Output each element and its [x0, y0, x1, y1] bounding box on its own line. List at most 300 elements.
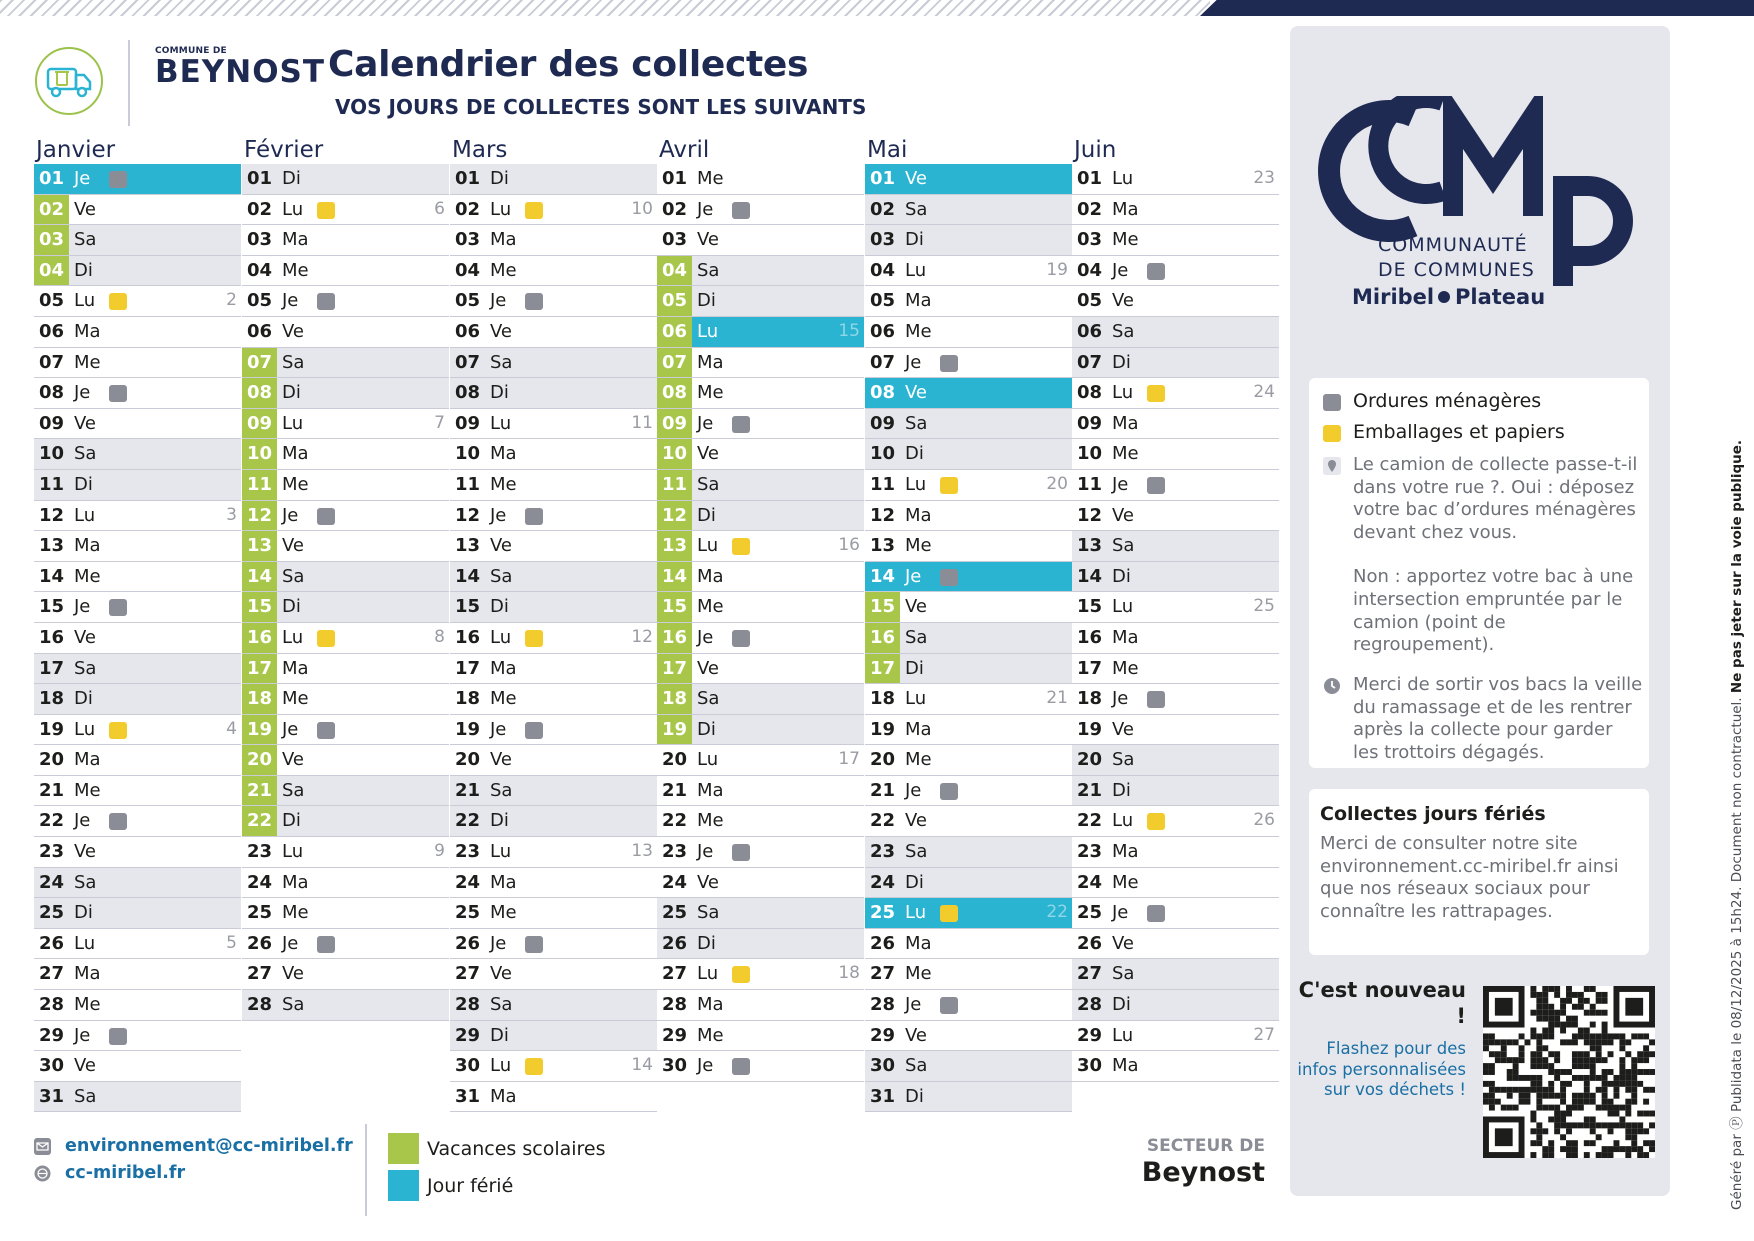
day-number: 01	[869, 168, 896, 189]
day-name: Sa	[697, 473, 720, 495]
day-name: Me	[905, 749, 932, 771]
day-name: Je	[490, 504, 507, 526]
day-name: Je	[905, 351, 922, 373]
top-stripe-decoration	[0, 0, 1210, 16]
day-number: 11	[454, 473, 481, 495]
day-name: Je	[490, 932, 507, 954]
packaging-bin-icon	[317, 630, 335, 647]
day-row	[865, 837, 1072, 868]
key-vacation	[388, 1133, 606, 1164]
day-number: 05	[246, 290, 273, 312]
day-name: Ve	[697, 229, 719, 251]
day-number: 09	[242, 409, 277, 439]
day-number: 02	[661, 198, 688, 220]
week-number: 8	[434, 626, 445, 647]
day-row	[34, 470, 241, 501]
day-number: 25	[454, 902, 481, 924]
day-number: 04	[454, 259, 481, 281]
day-name: Ve	[697, 657, 719, 679]
day-name: Ma	[490, 657, 517, 679]
day-number: 17	[865, 654, 900, 684]
day-name: Sa	[697, 259, 720, 281]
logo-line3b: Plateau	[1455, 285, 1546, 309]
holiday-swatch	[388, 1170, 419, 1201]
day-row	[657, 562, 864, 593]
day-number: 16	[1076, 626, 1103, 648]
day-row	[1072, 806, 1279, 837]
day-name: Je	[74, 596, 91, 618]
day-number: 12	[454, 504, 481, 526]
note-timing	[1323, 674, 1643, 764]
date-text: le 08/12/2025 à 15h24. Document non contractuel.	[1729, 697, 1745, 1045]
day-row	[450, 439, 657, 470]
day-row	[657, 348, 864, 379]
day-name: Me	[1112, 229, 1139, 251]
week-number: 16	[838, 535, 860, 556]
day-name: Sa	[905, 841, 928, 863]
day-number: 25	[38, 902, 65, 924]
day-row	[450, 745, 657, 776]
day-row	[450, 286, 657, 317]
day-number: 07	[869, 351, 896, 373]
day-row	[34, 1082, 241, 1113]
mail-icon	[34, 1138, 51, 1155]
day-name: Ma	[490, 229, 517, 251]
day-number: 05	[657, 286, 692, 316]
day-name: Je	[74, 810, 91, 832]
week-number: 2	[226, 290, 237, 311]
day-name: Me	[697, 382, 724, 404]
day-row	[657, 592, 864, 623]
day-number: 30	[454, 1055, 481, 1077]
day-name: Lu	[697, 963, 719, 985]
week-number: 7	[434, 412, 445, 433]
day-row	[865, 806, 1072, 837]
legend-packaging-label: Emballages et papiers	[1353, 421, 1565, 443]
day-row	[450, 195, 657, 226]
holiday-label: Jour férié	[427, 1174, 514, 1197]
day-row	[34, 623, 241, 654]
day-name: Me	[697, 810, 724, 832]
day-row	[450, 990, 657, 1021]
day-name: Je	[74, 168, 91, 189]
day-number: 10	[454, 443, 481, 465]
day-number: 09	[869, 412, 896, 434]
day-name: Di	[905, 229, 924, 251]
day-number: 21	[869, 779, 896, 801]
day-row	[1072, 195, 1279, 226]
packaging-bin-icon	[109, 722, 127, 739]
day-row	[242, 317, 449, 348]
day-row	[1072, 378, 1279, 409]
day-name: Ve	[282, 320, 304, 342]
day-name: Di	[697, 504, 716, 526]
day-name: Me	[1112, 657, 1139, 679]
day-name: Ma	[490, 443, 517, 465]
day-number: 27	[246, 963, 273, 985]
day-row	[657, 531, 864, 562]
day-name: Sa	[490, 351, 513, 373]
day-name: Sa	[1112, 535, 1135, 557]
day-row	[242, 286, 449, 317]
day-number: 11	[1076, 473, 1103, 495]
day-name: Me	[74, 994, 101, 1016]
day-row	[865, 470, 1072, 501]
day-number: 15	[454, 596, 481, 618]
publidata-icon: Ⓟ	[1729, 1116, 1745, 1130]
day-row	[1072, 1051, 1279, 1082]
day-number: 26	[661, 932, 688, 954]
day-number: 14	[869, 565, 896, 587]
logo-line3: Miribel	[1352, 285, 1435, 309]
day-name: Je	[490, 718, 507, 740]
day-name: Je	[905, 994, 922, 1016]
day-number: 31	[38, 1085, 65, 1107]
day-row	[242, 592, 449, 623]
day-row	[242, 868, 449, 899]
note-street	[1323, 454, 1643, 657]
day-row	[450, 562, 657, 593]
day-row	[242, 348, 449, 379]
page-subtitle: VOS JOURS DE COLLECTES SONT LES SUIVANTS	[335, 95, 867, 119]
holiday-collections-card	[1309, 789, 1649, 955]
day-name: Je	[697, 198, 714, 220]
logo-dot	[1438, 291, 1450, 303]
day-name: Ve	[697, 443, 719, 465]
day-row	[1072, 654, 1279, 685]
day-number: 31	[454, 1085, 481, 1107]
day-name: Sa	[282, 565, 305, 587]
day-name: Di	[490, 596, 509, 618]
trash-bin-icon	[317, 508, 335, 525]
day-number: 16	[38, 626, 65, 648]
day-number: 15	[865, 592, 900, 622]
day-number: 14	[454, 565, 481, 587]
day-row	[657, 623, 864, 654]
day-number: 18	[657, 684, 692, 714]
day-row	[242, 623, 449, 654]
day-number: 14	[242, 562, 277, 592]
day-row	[34, 990, 241, 1021]
day-row	[34, 164, 241, 195]
day-name: Ve	[490, 535, 512, 557]
day-row	[865, 592, 1072, 623]
day-row	[450, 592, 657, 623]
day-name: Ma	[74, 535, 101, 557]
day-number: 05	[1076, 290, 1103, 312]
day-row	[865, 409, 1072, 440]
day-number: 13	[242, 531, 277, 561]
day-row	[450, 225, 657, 256]
day-number: 13	[454, 535, 481, 557]
month-column	[657, 136, 864, 1082]
day-name: Lu	[74, 504, 96, 526]
day-row	[450, 470, 657, 501]
day-row	[34, 898, 241, 929]
day-number: 17	[1076, 657, 1103, 679]
day-row	[657, 654, 864, 685]
day-number: 30	[1076, 1055, 1103, 1077]
day-number: 07	[1076, 351, 1103, 373]
day-number: 18	[454, 688, 481, 710]
trash-bin-icon	[109, 385, 127, 402]
day-name: Ma	[697, 565, 724, 587]
day-number: 19	[454, 718, 481, 740]
day-name: Lu	[1112, 382, 1134, 404]
day-name: Je	[74, 1024, 91, 1046]
week-number: 10	[631, 198, 653, 219]
day-name: Ma	[697, 779, 724, 801]
ccmp-logo	[1318, 96, 1648, 356]
day-row	[242, 531, 449, 562]
day-number: 05	[454, 290, 481, 312]
day-row	[657, 715, 864, 746]
packaging-bin-icon	[525, 1058, 543, 1075]
day-name: Me	[282, 473, 309, 495]
day-row	[34, 868, 241, 899]
day-row	[34, 348, 241, 379]
day-row	[1072, 776, 1279, 807]
day-number: 24	[246, 871, 273, 893]
day-number: 01	[454, 168, 481, 189]
day-name: Di	[282, 168, 301, 189]
day-number: 28	[38, 994, 65, 1016]
week-number: 9	[434, 841, 445, 862]
trash-bin-icon	[525, 293, 543, 310]
day-name: Di	[282, 596, 301, 618]
trash-bin-icon	[732, 844, 750, 861]
day-name: Di	[282, 382, 301, 404]
day-number: 12	[38, 504, 65, 526]
day-name: Ma	[1112, 626, 1139, 648]
day-number: 08	[38, 382, 65, 404]
day-name: Me	[1112, 871, 1139, 893]
day-row	[1072, 1021, 1279, 1052]
day-row	[1072, 348, 1279, 379]
day-name: Sa	[74, 1085, 97, 1107]
day-name: Sa	[697, 902, 720, 924]
day-number: 19	[657, 715, 692, 745]
day-number: 02	[454, 198, 481, 220]
day-number: 19	[1076, 718, 1103, 740]
day-number: 07	[657, 348, 692, 378]
day-row	[865, 868, 1072, 899]
day-row	[450, 959, 657, 990]
day-name: Ve	[282, 749, 304, 771]
day-row	[657, 195, 864, 226]
day-name: Ma	[1112, 412, 1139, 434]
day-number: 26	[1076, 932, 1103, 954]
day-name: Di	[905, 871, 924, 893]
contact-website[interactable]	[34, 1163, 185, 1183]
day-number: 11	[38, 473, 65, 495]
website-link[interactable]: cc-miribel.fr	[65, 1163, 186, 1183]
week-number: 17	[838, 749, 860, 770]
packaging-bin-icon	[1147, 385, 1165, 402]
day-name: Sa	[282, 994, 305, 1016]
day-name: Di	[1112, 779, 1131, 801]
day-number: 19	[869, 718, 896, 740]
day-number: 16	[454, 626, 481, 648]
day-number: 20	[869, 749, 896, 771]
packaging-bin-icon	[732, 538, 750, 555]
day-row	[865, 164, 1072, 195]
day-name: Sa	[905, 626, 928, 648]
day-number: 10	[242, 439, 277, 469]
day-name: Ma	[905, 718, 932, 740]
day-number: 22	[1076, 810, 1103, 832]
month-name: Mai	[867, 137, 908, 163]
day-number: 02	[246, 198, 273, 220]
day-number: 22	[38, 810, 65, 832]
day-number: 10	[869, 443, 896, 465]
day-number: 26	[246, 932, 273, 954]
day-name: Sa	[1112, 320, 1135, 342]
trash-bin-icon	[940, 569, 958, 586]
commune-logo	[155, 46, 326, 90]
contact-email[interactable]	[34, 1136, 353, 1156]
day-name: Sa	[74, 443, 97, 465]
day-row	[1072, 745, 1279, 776]
day-row	[657, 164, 864, 195]
day-row	[34, 256, 241, 287]
day-name: Me	[74, 565, 101, 587]
week-number: 18	[838, 963, 860, 984]
day-name: Lu	[905, 688, 927, 710]
day-number: 30	[869, 1055, 896, 1077]
day-number: 12	[1076, 504, 1103, 526]
day-row	[450, 623, 657, 654]
day-row	[657, 990, 864, 1021]
packaging-bin-icon	[940, 477, 958, 494]
day-row	[34, 776, 241, 807]
day-number: 21	[38, 779, 65, 801]
day-row	[865, 562, 1072, 593]
day-name: Je	[697, 626, 714, 648]
qr-code-icon[interactable]	[1483, 986, 1655, 1158]
day-number: 19	[242, 715, 277, 745]
day-number: 24	[454, 871, 481, 893]
day-name: Me	[74, 779, 101, 801]
day-number: 23	[38, 841, 65, 863]
day-row	[865, 959, 1072, 990]
day-number: 01	[38, 168, 65, 189]
day-number: 13	[38, 535, 65, 557]
week-number: 6	[434, 198, 445, 219]
day-number: 06	[454, 320, 481, 342]
day-number: 06	[657, 317, 692, 347]
day-row	[450, 164, 657, 195]
day-number: 04	[246, 259, 273, 281]
day-number: 25	[246, 902, 273, 924]
page-title: Calendrier des collectes	[328, 44, 809, 85]
packaging-bin-icon	[317, 202, 335, 219]
day-name: Je	[905, 779, 922, 801]
side-note	[1725, 440, 1745, 1210]
day-number: 01	[661, 168, 688, 189]
header-divider	[128, 40, 130, 126]
day-number: 13	[657, 531, 692, 561]
day-name: Ve	[74, 626, 96, 648]
day-name: Sa	[282, 351, 305, 373]
new-text: Flashez pour des infos personnalisées sur vos déchets !	[1297, 1039, 1466, 1099]
week-number: 11	[631, 412, 653, 433]
day-number: 06	[1076, 320, 1103, 342]
month-name: Avril	[659, 137, 710, 163]
day-number: 07	[38, 351, 65, 373]
day-row	[657, 378, 864, 409]
trash-bin-icon	[317, 936, 335, 953]
globe-icon	[34, 1165, 51, 1182]
day-row	[657, 501, 864, 532]
logo-line2: DE COMMUNES	[1378, 259, 1535, 281]
day-number: 29	[869, 1024, 896, 1046]
day-number: 12	[869, 504, 896, 526]
day-name: Lu	[697, 749, 719, 771]
week-number: 5	[226, 932, 237, 953]
trash-bin-icon	[525, 722, 543, 739]
day-row	[242, 715, 449, 746]
day-number: 15	[1076, 596, 1103, 618]
day-name: Sa	[905, 1055, 928, 1077]
day-row	[34, 225, 241, 256]
day-number: 24	[38, 871, 65, 893]
day-row	[34, 745, 241, 776]
day-number: 17	[454, 657, 481, 679]
trash-bin-icon	[109, 813, 127, 830]
day-number: 10	[38, 443, 65, 465]
day-row	[450, 348, 657, 379]
day-number: 18	[38, 688, 65, 710]
day-row	[1072, 470, 1279, 501]
day-number: 27	[1076, 963, 1103, 985]
day-row	[865, 348, 1072, 379]
day-row	[657, 806, 864, 837]
day-row	[450, 378, 657, 409]
day-number: 08	[242, 378, 277, 408]
holiday-card-title: Collectes jours fériés	[1320, 803, 1546, 825]
email-link[interactable]: environnement@cc-miribel.fr	[65, 1136, 353, 1156]
day-number: 01	[1076, 168, 1103, 189]
day-number: 02	[869, 198, 896, 220]
trash-bin-icon	[525, 508, 543, 525]
day-row	[34, 286, 241, 317]
day-name: Ma	[697, 351, 724, 373]
generated-by: Généré par	[1729, 1134, 1745, 1210]
day-row	[242, 256, 449, 287]
day-name: Ma	[490, 1085, 517, 1107]
legend-trash-label: Ordures ménagères	[1353, 390, 1542, 412]
day-row	[865, 776, 1072, 807]
day-number: 04	[869, 259, 896, 281]
day-row	[865, 929, 1072, 960]
day-row	[865, 623, 1072, 654]
day-number: 17	[242, 654, 277, 684]
day-number: 27	[869, 963, 896, 985]
day-name: Je	[1112, 473, 1129, 495]
day-row	[657, 837, 864, 868]
day-row	[450, 501, 657, 532]
trash-bin-icon	[1147, 477, 1165, 494]
day-name: Sa	[490, 779, 513, 801]
day-row	[242, 501, 449, 532]
day-name: Di	[697, 718, 716, 740]
day-name: Ma	[282, 443, 309, 465]
packaging-bin-icon	[1323, 425, 1341, 442]
day-name: Lu	[282, 626, 304, 648]
day-number: 02	[34, 195, 69, 225]
day-number: 27	[38, 963, 65, 985]
